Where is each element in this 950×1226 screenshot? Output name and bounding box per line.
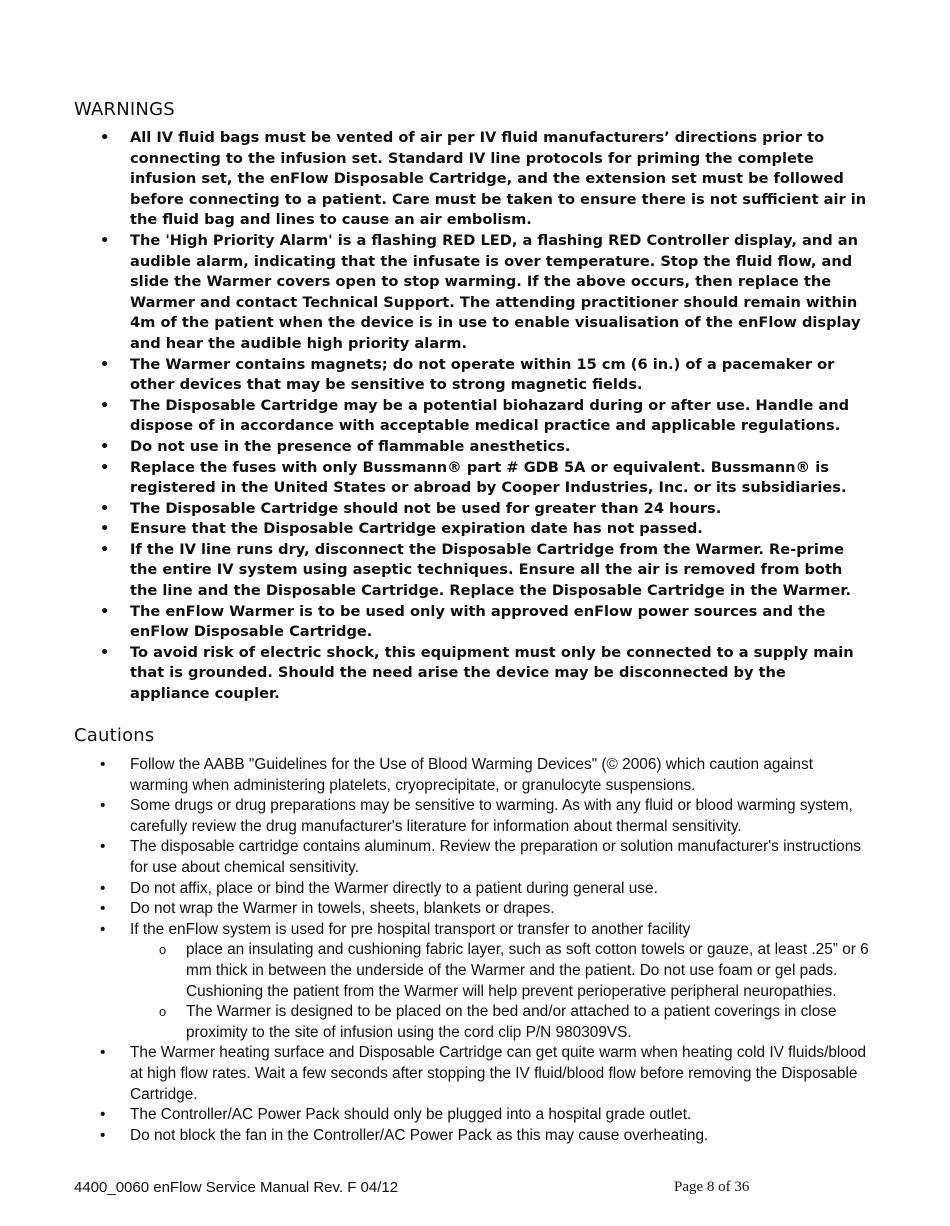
list-item (100, 519, 870, 540)
bullet-icon: • (100, 1126, 106, 1144)
cautions-list (100, 755, 870, 1146)
list-item-text: The Controller/AC Power Pack should only be plugged into a hospital grade outlet. (130, 1106, 692, 1124)
list-item-text: Do not wrap the Warmer in towels, sheets, blankets or drapes. (130, 900, 555, 918)
bullet-icon: • (100, 1106, 106, 1124)
bullet-icon: • (100, 458, 110, 476)
list-item (100, 458, 870, 499)
bullet-icon: • (100, 499, 110, 517)
list-item (100, 355, 870, 396)
list-item (100, 920, 870, 1044)
list-item-text: Replace the fuses with only Bussmann® part # GDB 5A or equivalent. Bussmann® is registered in the United States or abroad by Cooper Industries, Inc. or its subsidiaries. (130, 458, 847, 497)
list-item-text: Do not block the fan in the Controller/AC Power Pack as this may cause overheating. (130, 1126, 709, 1144)
list-item (100, 128, 870, 231)
list-item-text: If the IV line runs dry, disconnect the Disposable Cartridge from the Warmer. Re-prime the entire IV system using aseptic techniques. Ensure all the air is removed from both the line and the Disposable Cartridge. Replace the Disposable Cartridge in the Warmer. (130, 540, 852, 600)
document-id: 4400_0060 enFlow Service Manual Rev. F 04/12 (74, 1179, 399, 1196)
warnings-list (100, 128, 870, 705)
list-item (100, 499, 870, 520)
sub-list-item (130, 940, 870, 1002)
page-footer (74, 1179, 884, 1199)
list-item (100, 437, 870, 458)
list-item-text: Some drugs or drug preparations may be sensitive to warming. As with any fluid or blood warming system, carefully review the drug manufacturer's literature for information about thermal sensitivity. (130, 797, 853, 835)
list-item-text: The 'High Priority Alarm' is a flashing RED LED, a flashing RED Controller display, and an audible alarm, indicating that the infusate is over temperature. Stop the fluid flow, and slide the Warmer covers open to stop warming. If the above occurs, then replace the Warmer and contact Technical Support. The attending practitioner should remain within 4m of the patient when the device is in use to enable visualisation of the enFlow display and hear the audible high priority alarm. (130, 231, 861, 352)
bullet-icon: • (100, 540, 110, 558)
bullet-icon: • (100, 838, 106, 856)
list-item (100, 1043, 870, 1105)
list-item (100, 643, 870, 705)
list-item-text: The enFlow Warmer is to be used only with approved enFlow power sources and the enFlow Disposable Cartridge. (130, 602, 826, 641)
bullet-icon: • (100, 756, 106, 773)
sub-list-item (130, 1002, 870, 1043)
list-item-text: Follow the AABB "Guidelines for the Use of Blood Warming Devices" (© 2006) which caution against warming when administering platelets, cryoprecipitate, or granulocyte suspensions. (130, 756, 813, 794)
list-item (100, 1105, 870, 1126)
page-number: Page 8 of 36 (674, 1179, 750, 1195)
list-item (100, 796, 870, 837)
warnings-heading: WARNINGS (74, 99, 175, 120)
list-item-text: The Disposable Cartridge may be a potential biohazard during or after use. Handle and dispose of in accordance with acceptable medical practice and applicable regulations. (130, 396, 850, 435)
bullet-icon: • (100, 797, 106, 815)
list-item (100, 602, 870, 643)
list-item (100, 231, 870, 355)
list-item-text: Do not use in the presence of flammable anesthetics. (130, 437, 571, 455)
circle-bullet-icon: o (159, 1004, 167, 1020)
sub-list-item-text: place an insulating and cushioning fabric layer, such as soft cotton towels or gauze, at least .25” or 6 mm thick in between the underside of the Warmer and the patient. Do not use foam or gel pads. Cushioning the patient from the Warmer will help prevent perioperative peripheral neuropathies. (186, 941, 869, 1000)
list-item (100, 1126, 870, 1147)
bullet-icon: • (100, 129, 110, 146)
list-item-text: If the enFlow system is used for pre hospital transport or transfer to another facility (130, 920, 691, 938)
bullet-icon: • (100, 879, 106, 897)
bullet-icon: • (100, 396, 110, 414)
circle-bullet-icon: o (159, 942, 167, 958)
list-item (100, 755, 870, 796)
bullet-icon: • (100, 920, 106, 938)
list-item-text: All IV fluid bags must be vented of air per IV fluid manufacturers’ directions prior to connecting to the infusion set. Standard IV line protocols for priming the complete infusion set, the enFlow Disposable Cartridge, and the extension set must be followed before connecting to a patient. Care must be taken to ensure there is not sufficient air in the fluid bag and lines to cause an air embolism. (130, 129, 867, 229)
cautions-heading: Cautions (74, 725, 155, 746)
bullet-icon: • (100, 900, 106, 918)
list-item-text: The Disposable Cartridge should not be used for greater than 24 hours. (130, 499, 722, 517)
list-item-text: The Warmer contains magnets; do not operate within 15 cm (6 in.) of a pacemaker or other devices that may be sensitive to strong magnetic fields. (130, 355, 835, 394)
list-item (100, 879, 870, 900)
bullet-icon: • (100, 231, 110, 249)
bullet-icon: • (100, 602, 110, 620)
list-item-text: Ensure that the Disposable Cartridge expiration date has not passed. (130, 520, 703, 538)
bullet-icon: • (100, 437, 110, 455)
list-item-text: To avoid risk of electric shock, this equipment must only be connected to a supply main that is grounded. Should the need arise the device may be disconnected by the appliance coupler. (130, 643, 854, 703)
bullet-icon: • (100, 643, 110, 661)
bullet-icon: • (100, 1044, 106, 1062)
bullet-icon: • (100, 520, 110, 538)
list-item (100, 540, 870, 602)
sub-list-item-text: The Warmer is designed to be placed on the bed and/or attached to a patient coverings in close proximity to the site of infusion using the cord clip P/N 980309VS. (186, 1003, 837, 1041)
list-item (100, 899, 870, 920)
list-item-text: Do not affix, place or bind the Warmer directly to a patient during general use. (130, 879, 658, 897)
list-item (100, 396, 870, 437)
sub-list (130, 940, 870, 1043)
list-item (100, 837, 870, 878)
list-item-text: The Warmer heating surface and Disposable Cartridge can get quite warm when heating cold IV fluids/blood at high flow rates. Wait a few seconds after stopping the IV fluid/blood flow before removing the Disposable Cartridge. (130, 1044, 867, 1103)
bullet-icon: • (100, 355, 110, 373)
list-item-text: The disposable cartridge contains aluminum. Review the preparation or solution manufacturer's instructions for use about chemical sensitivity. (130, 838, 861, 876)
